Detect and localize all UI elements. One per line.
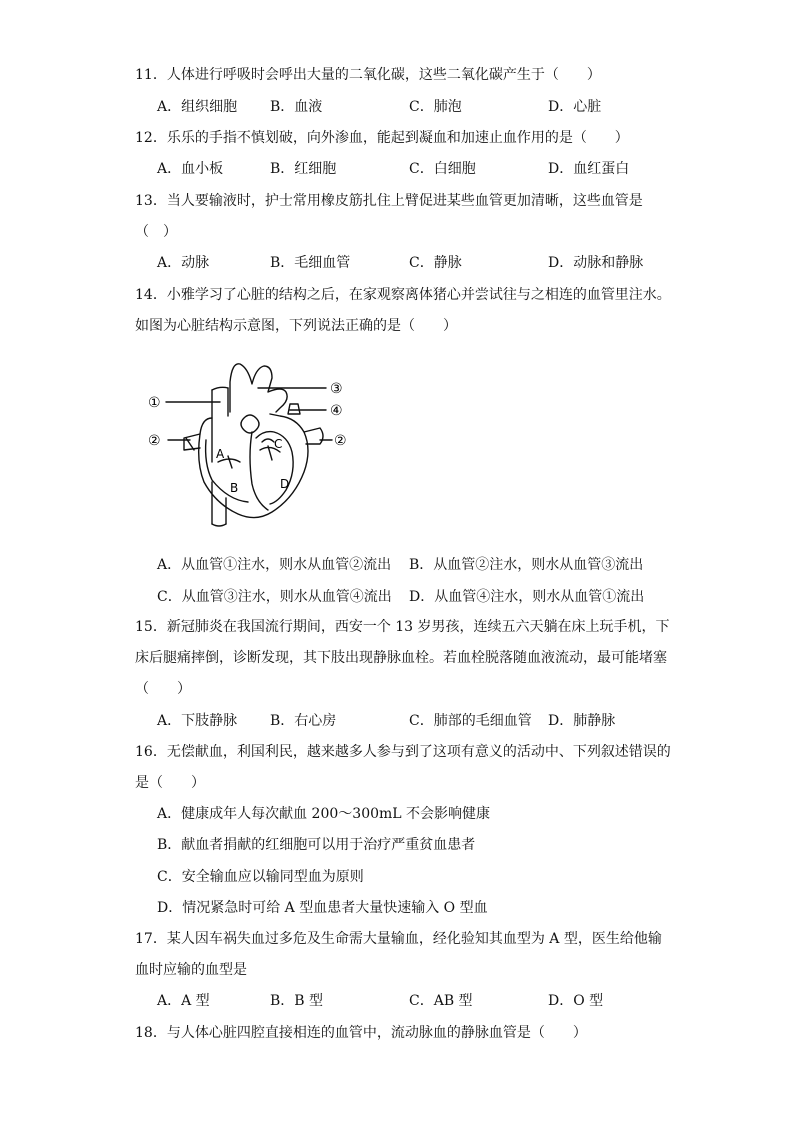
question-14-options-row2 (157, 587, 677, 607)
question-13-stem-line2: （ ） (135, 224, 177, 240)
option-c: C．肺泡 (409, 99, 462, 115)
question-13-stem-line1: 13．当人要输液时，护士常用橡皮筋扎住上臂促进某些血管更加清晰，这些血管是 (135, 193, 643, 209)
question-18-stem: 18．与人体心脏四腔直接相连的血管中，流动脉血的静脉血管是（ ） (135, 1025, 587, 1041)
label-vessel-2-left: ② (148, 433, 161, 449)
question-16-option-b: B．献血者捐献的红细胞可以用于治疗严重贫血患者 (157, 837, 476, 853)
option-c: C．肺部的毛细血管 (409, 713, 532, 729)
question-14-options-row1 (157, 555, 677, 575)
question-13-options (157, 253, 677, 273)
heart-septum (250, 432, 268, 510)
option-a: A．从血管①注水，则水从血管②流出 (157, 557, 392, 573)
option-d: D．血红蛋白 (548, 161, 630, 177)
option-d: D．心脏 (548, 99, 602, 115)
question-15-stem-line1: 15．新冠肺炎在我国流行期间，西安一个 13 岁男孩，连续五六天躺在床上玩手机，下 (135, 619, 670, 635)
question-16-option-a: A．健康成年人每次献血 200～300mL 不会影响健康 (157, 806, 491, 822)
option-b: B．右心房 (270, 713, 337, 729)
question-15-options (157, 711, 677, 731)
option-b: B．血液 (270, 99, 323, 115)
option-a: A．血小板 (157, 161, 224, 177)
option-c: C．AB 型 (409, 993, 473, 1009)
question-14-stem-line1: 14．小雅学习了心脏的结构之后，在家观察离体猪心并尝试往与之相连的血管里注水。 (135, 287, 671, 303)
label-vessel-4: ④ (330, 403, 343, 419)
option-b: B．红细胞 (270, 161, 337, 177)
pulmonary-vessel-right (288, 404, 300, 414)
option-a: A．下肢静脉 (157, 713, 238, 729)
question-15-stem-line3: （ ） (135, 681, 191, 697)
option-c: C．静脉 (409, 255, 462, 271)
question-17-stem-line1: 17．某人因车祸失血过多危及生命需大量输血，经化验知其血型为 A 型，医生给他输 (135, 931, 662, 947)
heart-diagram (140, 352, 360, 537)
question-11-stem: 11．人体进行呼吸时会呼出大量的二氧化碳，这些二氧化碳产生于（ ） (135, 67, 601, 83)
option-d: D．O 型 (548, 993, 604, 1009)
label-chamber-b: B (230, 481, 239, 495)
option-b: B．从血管②注水，则水从血管③流出 (409, 557, 644, 573)
heart-outline (199, 414, 308, 518)
question-12-options (157, 159, 677, 179)
semilunar-valve (241, 415, 259, 433)
question-11-options (157, 97, 677, 117)
option-c: C．从血管③注水，则水从血管④流出 (157, 589, 392, 605)
label-vessel-3: ③ (330, 381, 343, 397)
option-a: A．组织细胞 (157, 99, 238, 115)
label-vessel-2-right: ② (334, 433, 347, 449)
question-15-stem-line2: 床后腿痛摔倒，诊断发现，其下肢出现静脉血栓。若血栓脱落随血液流动，最可能堵塞 (135, 650, 667, 666)
question-17-options (157, 991, 677, 1011)
question-14-stem-line2: 如图为心脏结构示意图，下列说法正确的是（ ） (135, 318, 457, 334)
option-d: D．肺静脉 (548, 713, 616, 729)
label-chamber-a: A (216, 447, 225, 461)
question-16-option-d: D．情况紧急时可给 A 型血患者大量快速输入 O 型血 (157, 900, 488, 916)
label-chamber-d: D (280, 477, 290, 491)
question-16-stem-line1: 16．无偿献血，利国利民，越来越多人参与到了这项有意义的活动中、下列叙述错误的 (135, 744, 671, 760)
option-d: D．从血管④注水，则水从血管①流出 (409, 589, 645, 605)
question-17-stem-line2: 血时应输的血型是 (135, 962, 247, 978)
label-chamber-c: C (274, 437, 283, 451)
option-a: A．A 型 (157, 993, 210, 1009)
question-16-option-c: C．安全输血应以输同型血为原则 (157, 869, 364, 885)
question-12-stem: 12．乐乐的手指不慎划破，向外渗血，能起到凝血和加速止血作用的是（ ） (135, 130, 629, 146)
option-d: D．动脉和静脉 (548, 255, 644, 271)
option-a: A．动脉 (157, 255, 210, 271)
label-vessel-1: ① (148, 395, 161, 411)
heart-diagram-svg (140, 352, 360, 537)
option-b: B．毛细血管 (270, 255, 351, 271)
option-c: C．白细胞 (409, 161, 476, 177)
option-b: B．B 型 (270, 993, 324, 1009)
question-16-stem-line2: 是（ ） (135, 775, 205, 791)
